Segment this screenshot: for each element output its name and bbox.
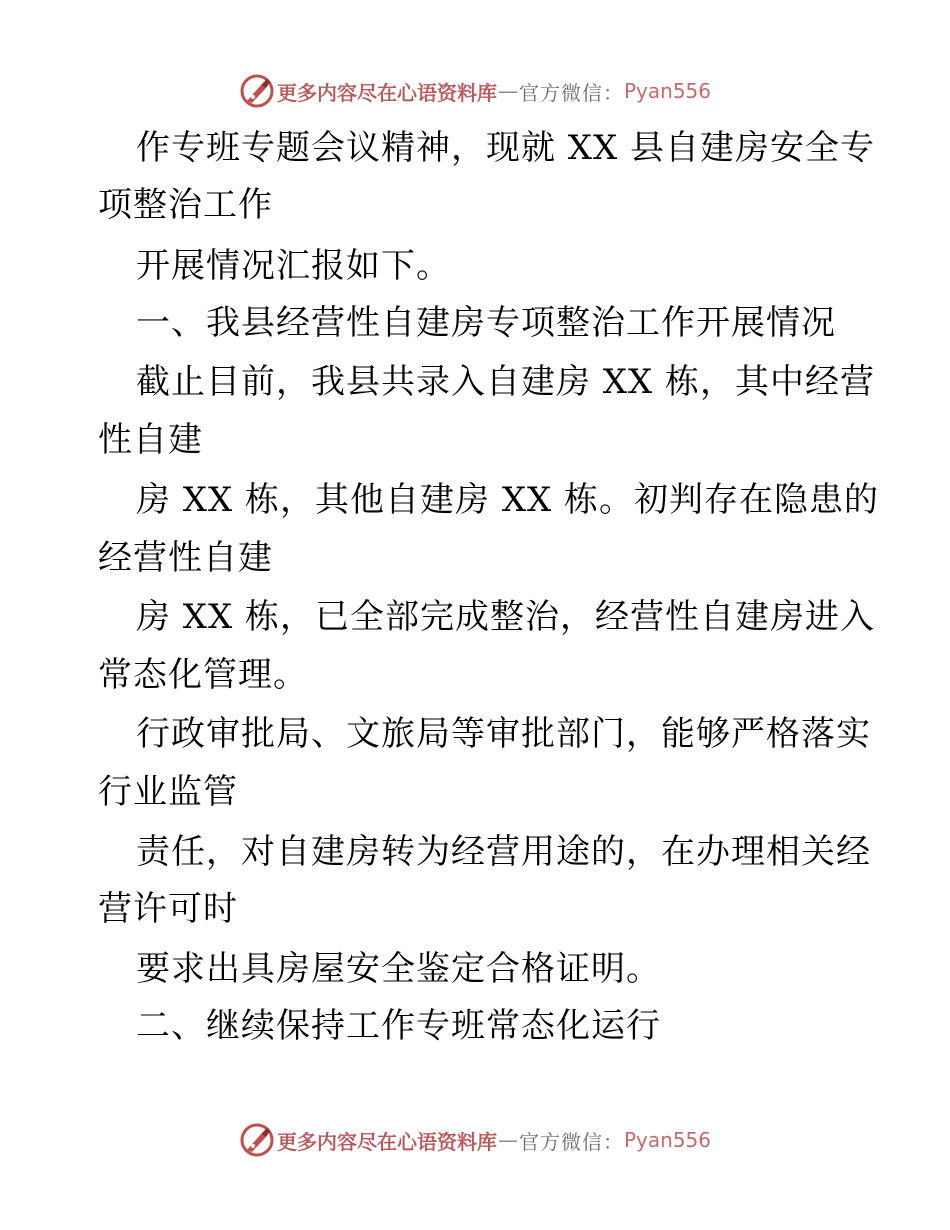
text-line-11: 行政审批局、文旅局等审批部门，能够严格落实 — [136, 714, 871, 754]
text-line-13: 责任，对自建房转为经营用途的，在办理相关经 — [136, 832, 871, 872]
pen-logo-icon — [239, 1122, 275, 1158]
banner-wechat-label: 官方微信： — [518, 1129, 624, 1154]
banner-wechat-id: Pyan556 — [623, 79, 711, 103]
footer-banner — [0, 1120, 950, 1160]
text-line-7: 房 XX 栋，其他自建房 XX 栋。初判存在隐患的 — [136, 480, 880, 520]
text-line-8: 经营性自建 — [98, 538, 273, 578]
banner-wechat-label: 官方微信： — [518, 80, 624, 105]
section-heading-1: 一、我县经营性自建房专项整治工作开展情况 — [136, 303, 836, 343]
banner-dash: — — [497, 79, 518, 103]
banner-dash: — — [497, 1128, 518, 1152]
text-line-10: 常态化管理。 — [98, 655, 308, 695]
banner-main-text: 更多内容尽在心语资料库 — [276, 1129, 497, 1154]
text-line-5: 截止目前，我县共录入自建房 XX 栋，其中经营 — [136, 362, 876, 402]
text-line-12: 行业监管 — [98, 772, 238, 812]
banner-wechat-id: Pyan556 — [623, 1128, 711, 1152]
text-line-14: 营许可时 — [98, 889, 238, 929]
header-banner — [0, 71, 950, 111]
text-line-1: 作专班专题会议精神，现就 XX 县自建房安全专 — [136, 128, 876, 168]
section-heading-2: 二、继续保持工作专班常态化运行 — [136, 1006, 661, 1046]
text-line-6: 性自建 — [98, 420, 203, 460]
banner-main-text: 更多内容尽在心语资料库 — [276, 80, 497, 105]
text-line-9: 房 XX 栋，已全部完成整治，经营性自建房进入 — [136, 597, 876, 637]
pen-logo-icon — [239, 73, 275, 109]
text-line-3: 开展情况汇报如下。 — [136, 246, 451, 286]
text-line-2: 项整治工作 — [98, 185, 273, 225]
text-line-15: 要求出具房屋安全鉴定合格证明。 — [136, 949, 661, 989]
